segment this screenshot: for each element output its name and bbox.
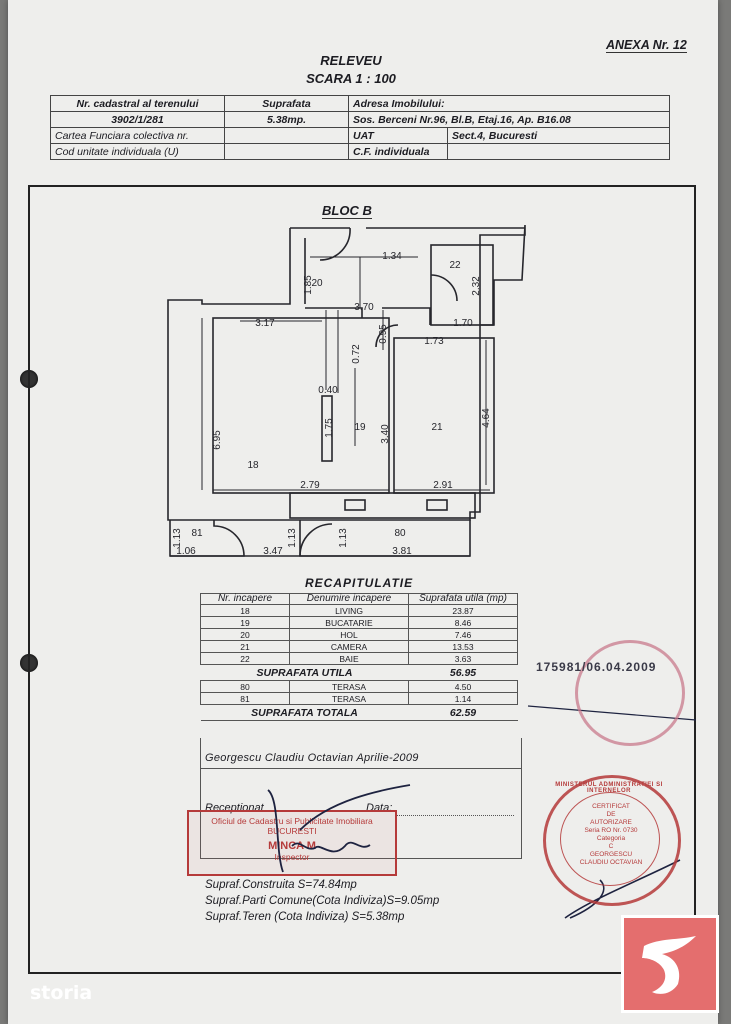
dimension-label: 1.13 bbox=[172, 528, 183, 548]
room-number: 80 bbox=[394, 528, 406, 539]
total-area-row bbox=[201, 705, 518, 721]
room-area: 4.50 bbox=[409, 681, 518, 693]
dimension-label: 1.75 bbox=[324, 418, 335, 438]
room-nr: 21 bbox=[201, 641, 290, 653]
dimension-label: 4.64 bbox=[481, 408, 492, 428]
cf-individual-value bbox=[448, 144, 670, 160]
recap-table bbox=[200, 593, 518, 721]
storia-watermark: storia bbox=[30, 982, 93, 1004]
dimension-label: 1.06 bbox=[176, 546, 196, 557]
registration-number: 175981/06.04.2009 bbox=[536, 660, 657, 674]
room-name: TERASA bbox=[290, 681, 409, 693]
room-number: 81 bbox=[191, 528, 203, 539]
area-label: Suprafata bbox=[225, 96, 349, 112]
cf-individual-label: C.F. individuala bbox=[349, 144, 448, 160]
cert-line: Categoria bbox=[596, 835, 626, 842]
dimension-label: 0.72 bbox=[351, 344, 362, 364]
bath-door bbox=[431, 275, 457, 301]
block-label: BLOC B bbox=[322, 203, 372, 218]
bird-icon bbox=[624, 918, 716, 1010]
room-name: BUCATARIE bbox=[290, 617, 409, 629]
room-name: BAIE bbox=[290, 653, 409, 665]
dimension-label: 2.79 bbox=[300, 480, 320, 491]
cert-line: DE bbox=[606, 811, 616, 818]
dimension-label: 2.32 bbox=[471, 276, 482, 296]
ministry-seal-ring: MINISTERUL ADMINISTRATIEI SI INTERNELOR bbox=[555, 782, 663, 794]
room-name: HOL bbox=[290, 629, 409, 641]
room-name: TERASA bbox=[290, 693, 409, 705]
cert-line: Seria RO Nr. 0730 bbox=[584, 827, 638, 834]
recap-title: RECAPITULATIE bbox=[305, 576, 414, 590]
office-stamp bbox=[187, 810, 397, 876]
unit-code-value bbox=[225, 144, 349, 160]
dimension-label: 3.47 bbox=[263, 546, 283, 557]
floor-plan bbox=[150, 200, 530, 570]
room-area: 23.87 bbox=[409, 605, 518, 617]
bathroom-outline bbox=[431, 245, 493, 325]
useful-area-value: 56.95 bbox=[409, 665, 518, 681]
date-label: Data: bbox=[366, 802, 393, 814]
dimension-label: 3.40 bbox=[380, 424, 391, 444]
dimension-label: 1.70 bbox=[453, 318, 473, 329]
document-scale: SCARA 1 : 100 bbox=[306, 71, 396, 86]
uat-label: UAT bbox=[349, 128, 448, 144]
cert-line: AUTORIZARE bbox=[590, 819, 632, 826]
room-nr: 81 bbox=[201, 693, 290, 705]
office-stamp-name: MINCA M bbox=[268, 840, 316, 852]
room-name: LIVING bbox=[290, 605, 409, 617]
room-number: 19 bbox=[354, 422, 366, 433]
cadastral-value: 3902/1/281 bbox=[51, 112, 225, 128]
recap-col-name: Denumire incapere bbox=[290, 594, 409, 605]
storia-logo-badge bbox=[621, 915, 719, 1013]
dimension-label: 0.40 bbox=[318, 385, 338, 396]
office-stamp-line: BUCURESTI bbox=[267, 826, 317, 836]
room-area: 13.53 bbox=[409, 641, 518, 653]
total-area-label: SUPRAFATA TOTALA bbox=[201, 705, 409, 721]
room-number: 18 bbox=[247, 460, 259, 471]
document-title: RELEVEU bbox=[320, 53, 382, 68]
balcony-box-1 bbox=[345, 500, 365, 510]
cf-collective-label: Cartea Funciara colectiva nr. bbox=[51, 128, 225, 144]
room-area: 7.46 bbox=[409, 629, 518, 641]
table-row bbox=[201, 629, 518, 641]
address-value: Sos. Berceni Nr.96, Bl.B, Etaj.16, Ap. B16.08 bbox=[349, 112, 670, 128]
cert-line: GEORGESCU bbox=[589, 851, 633, 858]
land-area-note: Supraf.Teren (Cota Indiviza) S=5.38mp bbox=[205, 911, 405, 923]
received-label: Receptionat bbox=[205, 802, 264, 814]
annex-label: ANEXA Nr. 12 bbox=[606, 38, 687, 52]
address-label: Adresa Imobilului: bbox=[349, 96, 670, 112]
dimension-label: 3.70 bbox=[354, 302, 374, 313]
cert-line: C bbox=[608, 843, 614, 850]
table-row bbox=[201, 653, 518, 665]
cf-collective-value bbox=[225, 128, 349, 144]
date-dotted-line bbox=[396, 815, 514, 816]
living-outline bbox=[213, 318, 389, 493]
dimension-label: 1.34 bbox=[382, 251, 402, 262]
room-nr: 20 bbox=[201, 629, 290, 641]
dimension-label: 1.13 bbox=[338, 528, 349, 548]
dimension-label: 1.73 bbox=[424, 336, 444, 347]
room-number: 22 bbox=[449, 260, 461, 271]
cert-line: CLAUDIU OCTAVIAN bbox=[579, 859, 643, 866]
room-nr: 80 bbox=[201, 681, 290, 693]
balcony-box-2 bbox=[427, 500, 447, 510]
office-stamp-line: Oficiul de Cadastru si Publicitate Imobiliara bbox=[211, 816, 373, 826]
room-name: CAMERA bbox=[290, 641, 409, 653]
bedroom-outline bbox=[394, 338, 494, 493]
plan-outer-wall bbox=[168, 225, 525, 520]
author-line: Georgescu Claudiu Octavian Aprilie-2009 bbox=[205, 752, 419, 764]
registration-seal bbox=[575, 640, 685, 746]
useful-area-row bbox=[201, 665, 518, 681]
cert-line: CERTIFICAT bbox=[592, 803, 630, 810]
dimension-label: 3.81 bbox=[392, 546, 412, 557]
table-row bbox=[201, 617, 518, 629]
dimension-label: 1.13 bbox=[287, 528, 298, 548]
dimension-label: 0.95 bbox=[378, 324, 389, 344]
useful-area-label: SUPRAFATA UTILA bbox=[201, 665, 409, 681]
built-area-note: Supraf.Construita S=74.84mp bbox=[205, 879, 357, 891]
cadastral-label: Nr. cadastral al terenului bbox=[51, 96, 225, 112]
hall-door bbox=[320, 228, 350, 260]
table-row bbox=[201, 605, 518, 617]
uat-value: Sect.4, Bucuresti bbox=[448, 128, 670, 144]
table-row bbox=[201, 641, 518, 653]
room-area: 1.14 bbox=[409, 693, 518, 705]
office-stamp-role: Inspector bbox=[274, 852, 310, 862]
area-value: 5.38mp. bbox=[225, 112, 349, 128]
room-number: 21 bbox=[431, 422, 443, 433]
recap-col-nr: Nr. incapere bbox=[201, 594, 290, 605]
room-nr: 18 bbox=[201, 605, 290, 617]
table-row bbox=[201, 693, 518, 705]
terrace-80-door bbox=[300, 524, 332, 556]
dimension-label: 6.95 bbox=[212, 430, 223, 450]
room-area: 3.63 bbox=[409, 653, 518, 665]
certificate-text bbox=[575, 803, 647, 867]
room-area: 8.46 bbox=[409, 617, 518, 629]
room-number: 20 bbox=[311, 278, 323, 289]
room-nr: 22 bbox=[201, 653, 290, 665]
property-info-table bbox=[50, 95, 670, 160]
unit-code-label: Cod unitate individuala (U) bbox=[51, 144, 225, 160]
dimension-label: 3.17 bbox=[255, 318, 275, 329]
table-row bbox=[201, 681, 518, 693]
total-area-value: 62.59 bbox=[409, 705, 518, 721]
separator-line bbox=[200, 768, 521, 769]
recap-col-area: Suprafata utila (mp) bbox=[409, 594, 518, 605]
room-nr: 19 bbox=[201, 617, 290, 629]
common-area-note: Supraf.Parti Comune(Cota Indiviza)S=9.05mp bbox=[205, 895, 440, 907]
dimension-label: 2.91 bbox=[433, 480, 453, 491]
dimension-label: 1.85 bbox=[303, 275, 314, 295]
